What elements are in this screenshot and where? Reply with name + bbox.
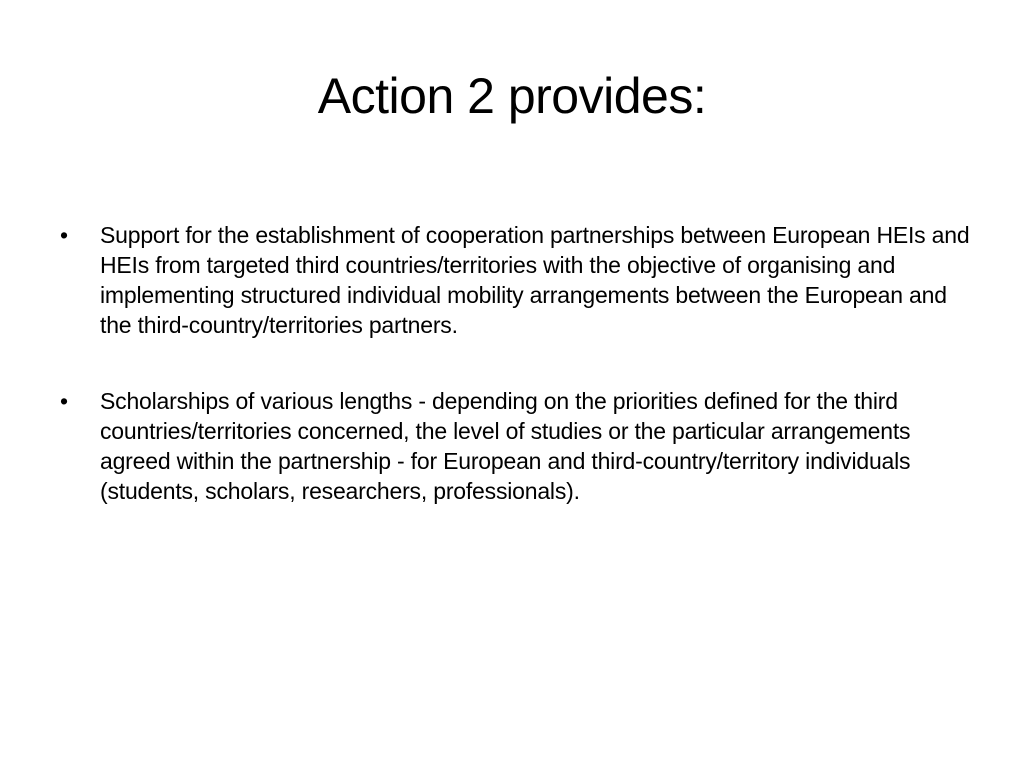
bullet-list <box>60 220 980 506</box>
bullet-text: Scholarships of various lengths - depending on the priorities defined for the third countries/territories concerned, the level of studies or the particular arrangements agreed within the partnership - for European and third-country/territory individuals (students, scholars, researchers, professionals). <box>100 388 911 504</box>
bullet-dot-icon: • <box>60 222 68 248</box>
bullet-text: Support for the establishment of cooperation partnerships between European HEIs and HEIs from targeted third countries/territories with the objective of organising and implementing structured individual mobility arrangements between the European and the third-country/territories partners. <box>100 222 970 338</box>
bullet-dot-icon: • <box>60 388 68 414</box>
bullet-item <box>60 386 980 506</box>
slide-title: Action 2 provides: <box>317 68 707 124</box>
bullet-item <box>60 220 980 340</box>
